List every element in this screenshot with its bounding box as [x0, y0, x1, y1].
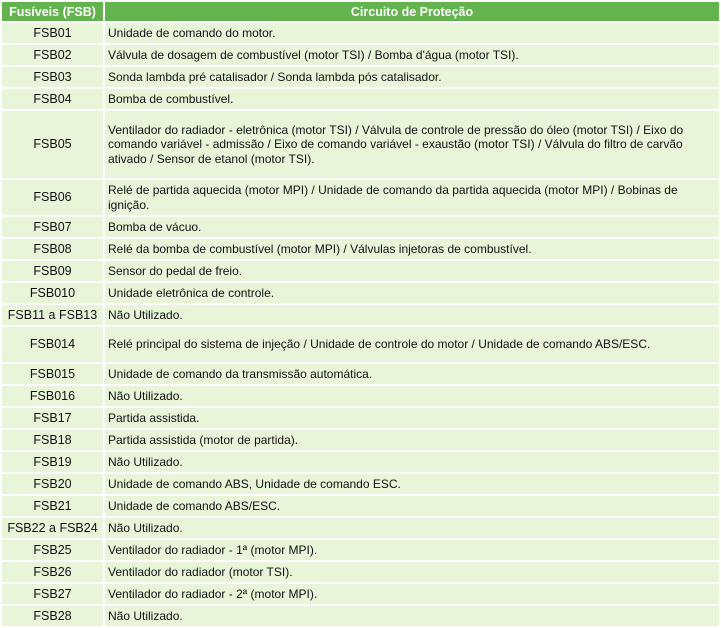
table-row	[2, 364, 719, 384]
circuit-cell: Partida assistida (motor de partida).	[105, 430, 719, 450]
table-row	[2, 283, 719, 303]
fuse-id-cell: FSB014	[2, 327, 103, 362]
fuse-id-cell: FSB18	[2, 430, 103, 450]
table-body	[2, 23, 719, 626]
circuit-cell: Não Utilizado.	[105, 305, 719, 325]
table-row	[2, 89, 719, 109]
circuit-cell: Não Utilizado.	[105, 606, 719, 626]
table-row	[2, 305, 719, 325]
table-row	[2, 430, 719, 450]
table-row	[2, 452, 719, 472]
fuse-id-cell: FSB21	[2, 496, 103, 516]
fuse-id-cell: FSB01	[2, 23, 103, 43]
fuse-id-cell: FSB016	[2, 386, 103, 406]
fuse-id-cell: FSB07	[2, 217, 103, 237]
table-row	[2, 261, 719, 281]
table-row	[2, 45, 719, 65]
fuse-id-cell: FSB010	[2, 283, 103, 303]
table-row	[2, 606, 719, 626]
circuit-cell: Ventilador do radiador - 1ª (motor MPI).	[105, 540, 719, 560]
circuit-cell: Ventilador do radiador - eletrônica (motor TSI) / Válvula de controle de pressão do óleo (motor TSI) / Eixo do comando variável - admissão / Eixo de comando variável - exaustão (motor TSI) / Válvula do filtro de carvão ativado / Sensor de etanol (motor TSI).	[105, 111, 719, 178]
fuse-id-cell: FSB015	[2, 364, 103, 384]
circuit-cell: Ventilador do radiador (motor TSI).	[105, 562, 719, 582]
fuse-id-cell: FSB26	[2, 562, 103, 582]
table-row	[2, 474, 719, 494]
circuit-cell: Relé principal do sistema de injeção / Unidade de controle do motor / Unidade de comando ABS/ESC.	[105, 327, 719, 362]
fuse-id-cell: FSB11 a FSB13	[2, 305, 103, 325]
header-fuses: Fusíveis (FSB)	[2, 2, 103, 21]
table-row	[2, 408, 719, 428]
fuse-id-cell: FSB03	[2, 67, 103, 87]
table-row	[2, 518, 719, 538]
table-header-row	[2, 2, 719, 21]
table-row	[2, 386, 719, 406]
table-row	[2, 239, 719, 259]
circuit-cell: Bomba de combustível.	[105, 89, 719, 109]
fuse-id-cell: FSB02	[2, 45, 103, 65]
fuse-id-cell: FSB22 a FSB24	[2, 518, 103, 538]
table-row	[2, 23, 719, 43]
table-row	[2, 496, 719, 516]
fuse-id-cell: FSB20	[2, 474, 103, 494]
table-row	[2, 327, 719, 362]
circuit-cell: Não Utilizado.	[105, 386, 719, 406]
circuit-cell: Não Utilizado.	[105, 518, 719, 538]
circuit-cell: Sonda lambda pré catalisador / Sonda lambda pós catalisador.	[105, 67, 719, 87]
fuse-id-cell: FSB09	[2, 261, 103, 281]
circuit-cell: Unidade de comando ABS/ESC.	[105, 496, 719, 516]
circuit-cell: Unidade de comando da transmissão automática.	[105, 364, 719, 384]
fuse-id-cell: FSB06	[2, 180, 103, 215]
circuit-cell: Sensor do pedal de freio.	[105, 261, 719, 281]
fuse-id-cell: FSB28	[2, 606, 103, 626]
table-row	[2, 67, 719, 87]
fuse-id-cell: FSB05	[2, 111, 103, 178]
circuit-cell: Unidade de comando do motor.	[105, 23, 719, 43]
table-row	[2, 562, 719, 582]
table-row	[2, 584, 719, 604]
circuit-cell: Partida assistida.	[105, 408, 719, 428]
circuit-cell: Válvula de dosagem de combustível (motor TSI) / Bomba d'água (motor TSI).	[105, 45, 719, 65]
fuse-id-cell: FSB17	[2, 408, 103, 428]
table-row	[2, 217, 719, 237]
circuit-cell: Relé de partida aquecida (motor MPI) / Unidade de comando da partida aquecida (motor MPI) / Bobinas de ignição.	[105, 180, 719, 215]
circuit-cell: Não Utilizado.	[105, 452, 719, 472]
header-circuit: Circuito de Proteção	[105, 2, 719, 21]
circuit-cell: Unidade eletrônica de controle.	[105, 283, 719, 303]
fuse-id-cell: FSB27	[2, 584, 103, 604]
fuse-id-cell: FSB19	[2, 452, 103, 472]
fuse-id-cell: FSB04	[2, 89, 103, 109]
fuse-id-cell: FSB25	[2, 540, 103, 560]
circuit-cell: Unidade de comando ABS, Unidade de comando ESC.	[105, 474, 719, 494]
circuit-cell: Relé da bomba de combustível (motor MPI) / Válvulas injetoras de combustível.	[105, 239, 719, 259]
table-row	[2, 540, 719, 560]
circuit-cell: Bomba de vácuo.	[105, 217, 719, 237]
circuit-cell: Ventilador do radiador - 2ª (motor MPI).	[105, 584, 719, 604]
table-row	[2, 111, 719, 178]
table-row	[2, 180, 719, 215]
fuse-id-cell: FSB08	[2, 239, 103, 259]
